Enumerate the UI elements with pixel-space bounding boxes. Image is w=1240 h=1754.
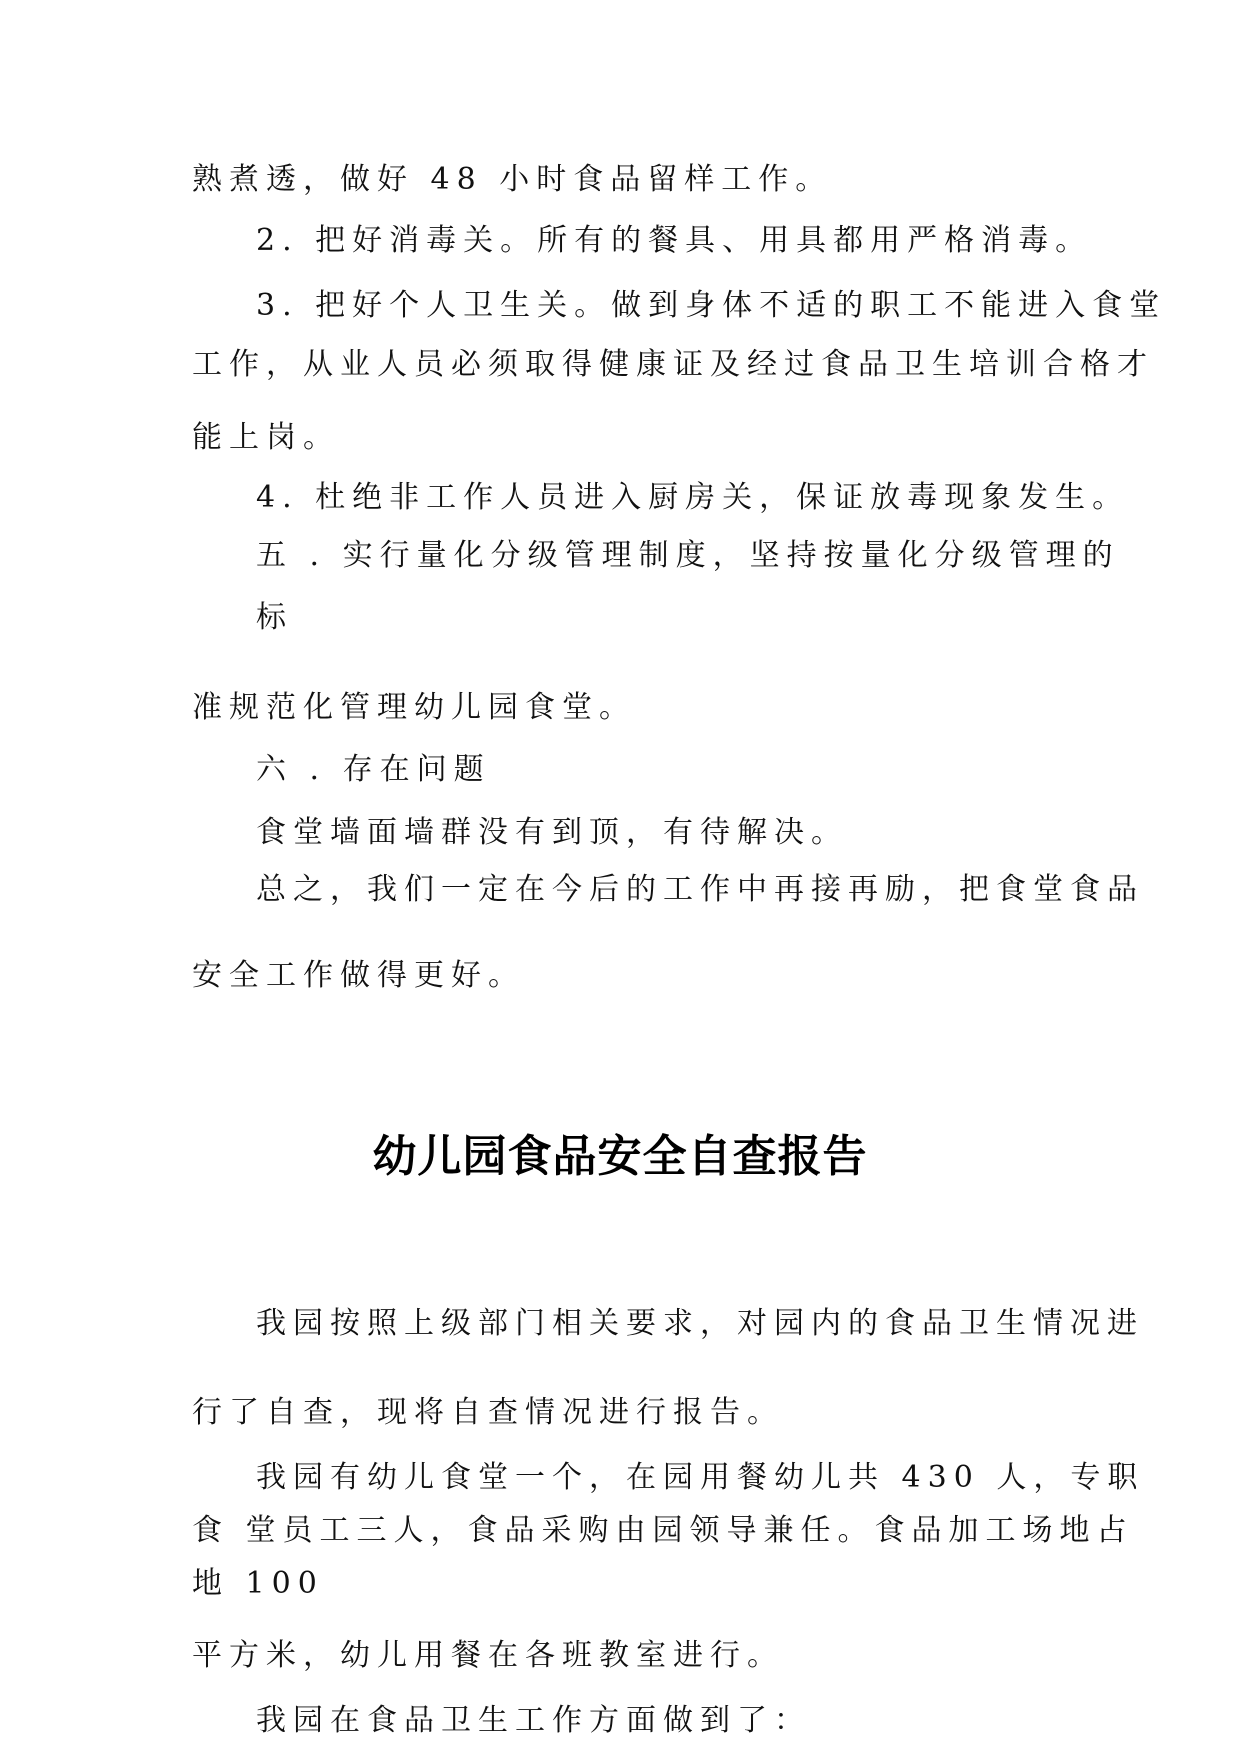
text-line: 3. 把好个人卫生关。做到身体不适的职工不能进入食堂 — [256, 288, 1167, 323]
text-line: 标 — [256, 600, 293, 635]
text-line: 总之，我们一定在今后的工作中再接再励，把食堂食品 — [256, 872, 1144, 907]
text-line: 平方米，幼儿用餐在各班教室进行。 — [192, 1638, 784, 1673]
section-heading: 六 . 存在问题 — [256, 752, 491, 787]
text-line: 准规范化管理幼儿园食堂。 — [192, 690, 636, 725]
text-line: 能上岗。 — [192, 420, 340, 455]
text-line: 我园有幼儿食堂一个，在园用餐幼儿共 430 人，专职 — [256, 1460, 1145, 1495]
page-title: 幼儿园食品安全自查报告 — [372, 1131, 868, 1182]
text-line: 熟煮透，做好 48 小时食品留样工作。 — [192, 162, 833, 197]
text-line: 食堂墙面墙群没有到顶，有待解决。 — [256, 815, 848, 850]
text-line: 我园按照上级部门相关要求，对园内的食品卫生情况进 — [256, 1306, 1144, 1341]
text-line: 我园在食品卫生工作方面做到了： — [256, 1703, 811, 1738]
text-line: 地 100 — [192, 1566, 324, 1601]
text-line: 五 . 实行量化分级管理制度，坚持按量化分级管理的 — [256, 538, 1120, 573]
text-line: 行了自查，现将自查情况进行报告。 — [192, 1395, 784, 1430]
text-line: 2. 把好消毒关。所有的餐具、用具都用严格消毒。 — [256, 223, 1093, 258]
text-line: 安全工作做得更好。 — [192, 958, 525, 993]
text-line: 食 堂员工三人，食品采购由园领导兼任。食品加工场地占 — [192, 1513, 1134, 1548]
text-line: 4. 杜绝非工作人员进入厨房关，保证放毒现象发生。 — [256, 480, 1130, 515]
text-line: 工作，从业人员必须取得健康证及经过食品卫生培训合格才 — [192, 347, 1154, 382]
